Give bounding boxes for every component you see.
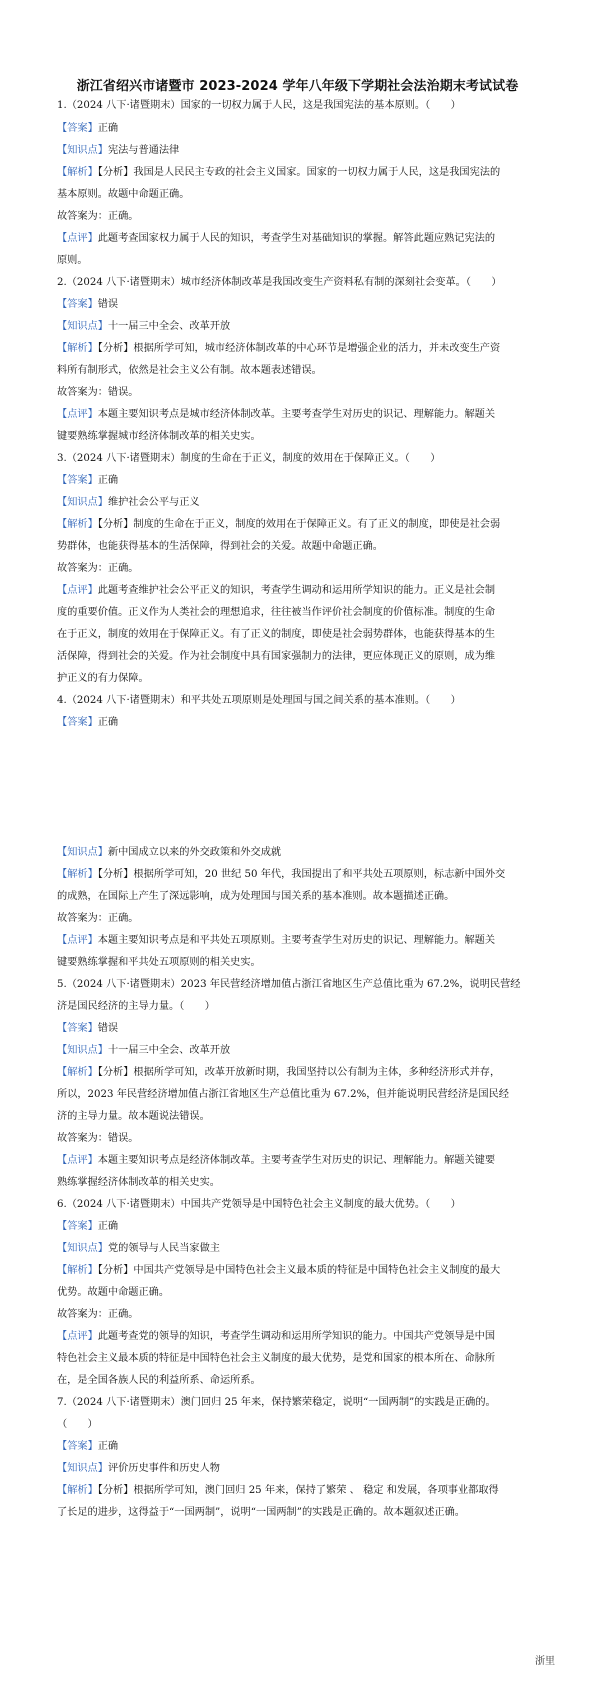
q4-comment: 【点评】本题主要知识考点是和平共处五项原则。主要考查学生对历史的识记、理解能力。解题关 bbox=[57, 935, 496, 946]
q1-final-answer: 故答案为：正确。 bbox=[57, 211, 139, 222]
knowledge-value: 新中国成立以来的外交政策和外交成就 bbox=[107, 847, 282, 858]
knowledge-tag: 知识点 bbox=[67, 321, 98, 332]
q6-comment-cont: 特色社会主义最本质的特征是中国特色社会主义制度的最大优势，是党和国家的根本所在、命脉所 bbox=[57, 1353, 496, 1364]
q5-analysis-cont: 济的主导力量。故本题说法错误。 bbox=[57, 1111, 210, 1122]
question-7-stem-cont: （ ） bbox=[57, 1419, 98, 1430]
q4-analysis: 【解析】【分析】根据所学可知，20 世纪 50 年代，我国提出了和平共处五项原则，标志新中国外交 bbox=[57, 869, 506, 880]
analysis-tag: 解析 bbox=[67, 1265, 88, 1276]
page-footer: 浙里 bbox=[535, 1656, 555, 1667]
q3-comment-cont: 护正义的有力保障。 bbox=[57, 673, 149, 684]
question-1-stem: 1.（2024 八下·诸暨期末）国家的一切权力属于人民，这是我国宪法的基本原则。（ ） bbox=[57, 100, 461, 111]
q4-final-answer: 故答案为：正确。 bbox=[57, 913, 139, 924]
analysis-tag: 解析 bbox=[67, 343, 88, 354]
answer-tag: 答案 bbox=[67, 123, 88, 134]
comment-text: 此题考查国家权力属于人民的知识，考查学生对基础知识的掌握。解答此题应熟记宪法的 bbox=[97, 233, 496, 244]
q5-comment: 【点评】本题主要知识考点是经济体制改革。主要考查学生对历史的识记、理解能力。解题关键要 bbox=[57, 1155, 496, 1166]
q6-analysis-cont: 优势。故题中命题正确。 bbox=[57, 1287, 170, 1298]
knowledge-value: 宪法与普通法律 bbox=[107, 145, 180, 156]
comment-text: 本题主要知识考点是和平共处五项原则。主要考查学生对历史的识记、理解能力。解题关 bbox=[97, 935, 496, 946]
knowledge-value: 十一届三中全会、改革开放 bbox=[107, 1045, 231, 1056]
answer-value: 正确 bbox=[97, 717, 119, 728]
q2-analysis-cont: 料所有制形式，依然是社会主义公有制。故本题表述错误。 bbox=[57, 365, 322, 376]
answer-value: 错误 bbox=[97, 1023, 119, 1034]
q7-knowledge: 【知识点】评价历史事件和历史人物 bbox=[57, 1463, 220, 1474]
q6-analysis: 【解析】【分析】中国共产党领导是中国特色社会主义最本质的特征是中国特色社会主义制度的最大 bbox=[57, 1265, 501, 1276]
comment-text: 本题主要知识考点是城市经济体制改革。主要考查学生对历史的识记、理解能力。解题关 bbox=[97, 409, 496, 420]
answer-value: 正确 bbox=[97, 1441, 119, 1452]
q4-comment-cont: 键要熟练掌握和平共处五项原则的相关史实。 bbox=[57, 957, 261, 968]
q3-comment-cont: 在于正义，制度的效用在于保障正义。有了正义的制度，即使是社会弱势群体，也能获得基本的生 bbox=[57, 629, 496, 640]
knowledge-tag: 知识点 bbox=[67, 847, 98, 858]
analysis-text: 【分析】中国共产党领导是中国特色社会主义最本质的特征是中国特色社会主义制度的最大 bbox=[97, 1265, 501, 1276]
q5-analysis: 【解析】【分析】根据所学可知，改革开放新时期，我国坚持以公有制为主体，多种经济形式并存， bbox=[57, 1067, 501, 1078]
page-title: 浙江省绍兴市诸暨市 2023-2024 学年八年级下学期社会法治期末考试试卷 bbox=[76, 79, 519, 94]
comment-text: 本题主要知识考点是经济体制改革。主要考查学生对历史的识记、理解能力。解题关键要 bbox=[97, 1155, 496, 1166]
question-7-stem: 7.（2024 八下·诸暨期末）澳门回归 25 年来，保持繁荣稳定，说明“一国两制”的实践是正确的。 bbox=[57, 1397, 496, 1408]
knowledge-tag: 知识点 bbox=[67, 1463, 98, 1474]
q4-analysis-cont: 的成熟，在国际上产生了深远影响，成为处理国与国关系的基本准则。故本题描述正确。 bbox=[57, 891, 455, 902]
knowledge-value: 党的领导与人民当家做主 bbox=[107, 1243, 220, 1254]
q1-comment: 【点评】此题考查国家权力属于人民的知识，考查学生对基础知识的掌握。解答此题应熟记宪法的 bbox=[57, 233, 496, 244]
q2-answer: 【答案】错误 bbox=[57, 299, 119, 310]
q6-answer: 【答案】正确 bbox=[57, 1221, 119, 1232]
comment-tag: 点评 bbox=[67, 1155, 88, 1166]
q7-analysis-cont: 了长足的进步，这得益于“一国两制”，说明“一国两制”的实践是正确的。故本题叙述正确。 bbox=[57, 1507, 465, 1518]
q4-knowledge: 【知识点】新中国成立以来的外交政策和外交成就 bbox=[57, 847, 282, 858]
comment-text: 此题考查维护社会公平正义的知识，考查学生调动和运用所学知识的能力。正义是社会制 bbox=[97, 585, 496, 596]
knowledge-tag: 知识点 bbox=[67, 1045, 98, 1056]
q1-comment-cont: 原则。 bbox=[57, 255, 88, 266]
analysis-text: 【分析】根据所学可知，澳门回归 25 年来，保持了繁荣 、 稳定 和发展，各项事业都取得 bbox=[97, 1485, 499, 1496]
question-2-stem: 2.（2024 八下·诸暨期末）城市经济体制改革是我国改变生产资料私有制的深刻社会变革。（ ） bbox=[57, 277, 502, 288]
q5-comment-cont: 熟练掌握经济体制改革的相关史实。 bbox=[57, 1177, 220, 1188]
q6-final-answer: 故答案为：正确。 bbox=[57, 1309, 139, 1320]
analysis-tag: 解析 bbox=[67, 1485, 88, 1496]
comment-tag: 点评 bbox=[67, 409, 88, 420]
analysis-tag: 解析 bbox=[67, 167, 88, 178]
comment-tag: 点评 bbox=[67, 585, 88, 596]
q2-analysis: 【解析】【分析】根据所学可知，城市经济体制改革的中心环节是增强企业的活力，并未改变生产资 bbox=[57, 343, 501, 354]
q4-answer: 【答案】正确 bbox=[57, 717, 119, 728]
analysis-tag: 解析 bbox=[67, 869, 88, 880]
q3-knowledge: 【知识点】维护社会公平与正义 bbox=[57, 497, 200, 508]
answer-tag: 答案 bbox=[67, 1023, 88, 1034]
q3-analysis: 【解析】【分析】制度的生命在于正义，制度的效用在于保障正义。有了正义的制度，即使是社会弱 bbox=[57, 519, 501, 530]
q3-answer: 【答案】正确 bbox=[57, 475, 119, 486]
q3-analysis-cont: 势群体，也能获得基本的生活保障，得到社会的关爱。故题中命题正确。 bbox=[57, 541, 383, 552]
q7-analysis: 【解析】【分析】根据所学可知，澳门回归 25 年来，保持了繁荣 、 稳定 和发展，各项事业都取得 bbox=[57, 1485, 499, 1496]
answer-tag: 答案 bbox=[67, 1441, 88, 1452]
knowledge-value: 评价历史事件和历史人物 bbox=[107, 1463, 220, 1474]
q6-comment-cont: 在，是全国各族人民的利益所系、命运所系。 bbox=[57, 1375, 261, 1386]
analysis-text: 【分析】制度的生命在于正义，制度的效用在于保障正义。有了正义的制度，即使是社会弱 bbox=[97, 519, 501, 530]
analysis-tag: 解析 bbox=[67, 1067, 88, 1078]
answer-value: 正确 bbox=[97, 475, 119, 486]
comment-text: 此题考查党的领导的知识，考查学生调动和运用所学知识的能力。中国共产党领导是中国 bbox=[97, 1331, 496, 1342]
question-5-stem: 5.（2024 八下·诸暨期末）2023 年民营经济增加值占浙江省地区生产总值比重为 67.2%，说明民营经 bbox=[57, 979, 521, 990]
analysis-text: 【分析】根据所学可知，城市经济体制改革的中心环节是增强企业的活力，并未改变生产资 bbox=[97, 343, 501, 354]
q6-knowledge: 【知识点】党的领导与人民当家做主 bbox=[57, 1243, 220, 1254]
q3-comment-cont: 度的重要价值。正义作为人类社会的理想追求，往往被当作评价社会制度的价值标准。制度的生命 bbox=[57, 607, 496, 618]
q5-final-answer: 故答案为：错误。 bbox=[57, 1133, 139, 1144]
q2-knowledge: 【知识点】十一届三中全会、改革开放 bbox=[57, 321, 231, 332]
q2-final-answer: 故答案为：错误。 bbox=[57, 387, 139, 398]
q7-answer: 【答案】正确 bbox=[57, 1441, 119, 1452]
question-3-stem: 3.（2024 八下·诸暨期末）制度的生命在于正义，制度的效用在于保障正义。（ ） bbox=[57, 453, 441, 464]
q5-knowledge: 【知识点】十一届三中全会、改革开放 bbox=[57, 1045, 231, 1056]
q5-answer: 【答案】错误 bbox=[57, 1023, 119, 1034]
q3-comment: 【点评】此题考查维护社会公平正义的知识，考查学生调动和运用所学知识的能力。正义是社会制 bbox=[57, 585, 496, 596]
analysis-tag: 解析 bbox=[67, 519, 88, 530]
q3-final-answer: 故答案为：正确。 bbox=[57, 563, 139, 574]
q2-comment: 【点评】本题主要知识考点是城市经济体制改革。主要考查学生对历史的识记、理解能力。解题关 bbox=[57, 409, 496, 420]
q5-analysis-cont: 所以，2023 年民营经济增加值占浙江省地区生产总值比重为 67.2%，但并能说明民营经济是国民经 bbox=[57, 1089, 509, 1100]
answer-value: 正确 bbox=[97, 1221, 119, 1232]
answer-tag: 答案 bbox=[67, 475, 88, 486]
knowledge-tag: 知识点 bbox=[67, 1243, 98, 1254]
answer-tag: 答案 bbox=[67, 717, 88, 728]
answer-tag: 答案 bbox=[67, 1221, 88, 1232]
answer-value: 错误 bbox=[97, 299, 119, 310]
q1-analysis: 【解析】【分析】我国是人民民主专政的社会主义国家。国家的一切权力属于人民，这是我国宪法的 bbox=[57, 167, 501, 178]
comment-tag: 点评 bbox=[67, 935, 88, 946]
q6-comment: 【点评】此题考查党的领导的知识，考查学生调动和运用所学知识的能力。中国共产党领导是中国 bbox=[57, 1331, 496, 1342]
analysis-text: 【分析】根据所学可知，改革开放新时期，我国坚持以公有制为主体，多种经济形式并存， bbox=[97, 1067, 501, 1078]
q1-answer: 【答案】正确 bbox=[57, 123, 119, 134]
q2-comment-cont: 键要熟练掌握城市经济体制改革的相关史实。 bbox=[57, 431, 261, 442]
q1-knowledge: 【知识点】宪法与普通法律 bbox=[57, 145, 180, 156]
question-6-stem: 6.（2024 八下·诸暨期末）中国共产党领导是中国特色社会主义制度的最大优势。（ ） bbox=[57, 1199, 461, 1210]
question-5-stem-cont: 济是国民经济的主导力量。（ ） bbox=[57, 1001, 215, 1012]
answer-value: 正确 bbox=[97, 123, 119, 134]
analysis-text: 【分析】我国是人民民主专政的社会主义国家。国家的一切权力属于人民，这是我国宪法的 bbox=[97, 167, 501, 178]
comment-tag: 点评 bbox=[67, 1331, 88, 1342]
knowledge-tag: 知识点 bbox=[67, 145, 98, 156]
analysis-text: 【分析】根据所学可知，20 世纪 50 年代，我国提出了和平共处五项原则，标志新中国外交 bbox=[97, 869, 506, 880]
question-4-stem: 4.（2024 八下·诸暨期末）和平共处五项原则是处理国与国之间关系的基本准则。（ ） bbox=[57, 695, 461, 706]
knowledge-value: 维护社会公平与正义 bbox=[107, 497, 200, 508]
q3-comment-cont: 活保障，得到社会的关爱。作为社会制度中具有国家强制力的法律，更应体现正义的原则，成为维 bbox=[57, 651, 496, 662]
answer-tag: 答案 bbox=[67, 299, 88, 310]
knowledge-value: 十一届三中全会、改革开放 bbox=[107, 321, 231, 332]
knowledge-tag: 知识点 bbox=[67, 497, 98, 508]
q1-analysis-cont: 基本原则。故题中命题正确。 bbox=[57, 189, 190, 200]
comment-tag: 点评 bbox=[67, 233, 88, 244]
